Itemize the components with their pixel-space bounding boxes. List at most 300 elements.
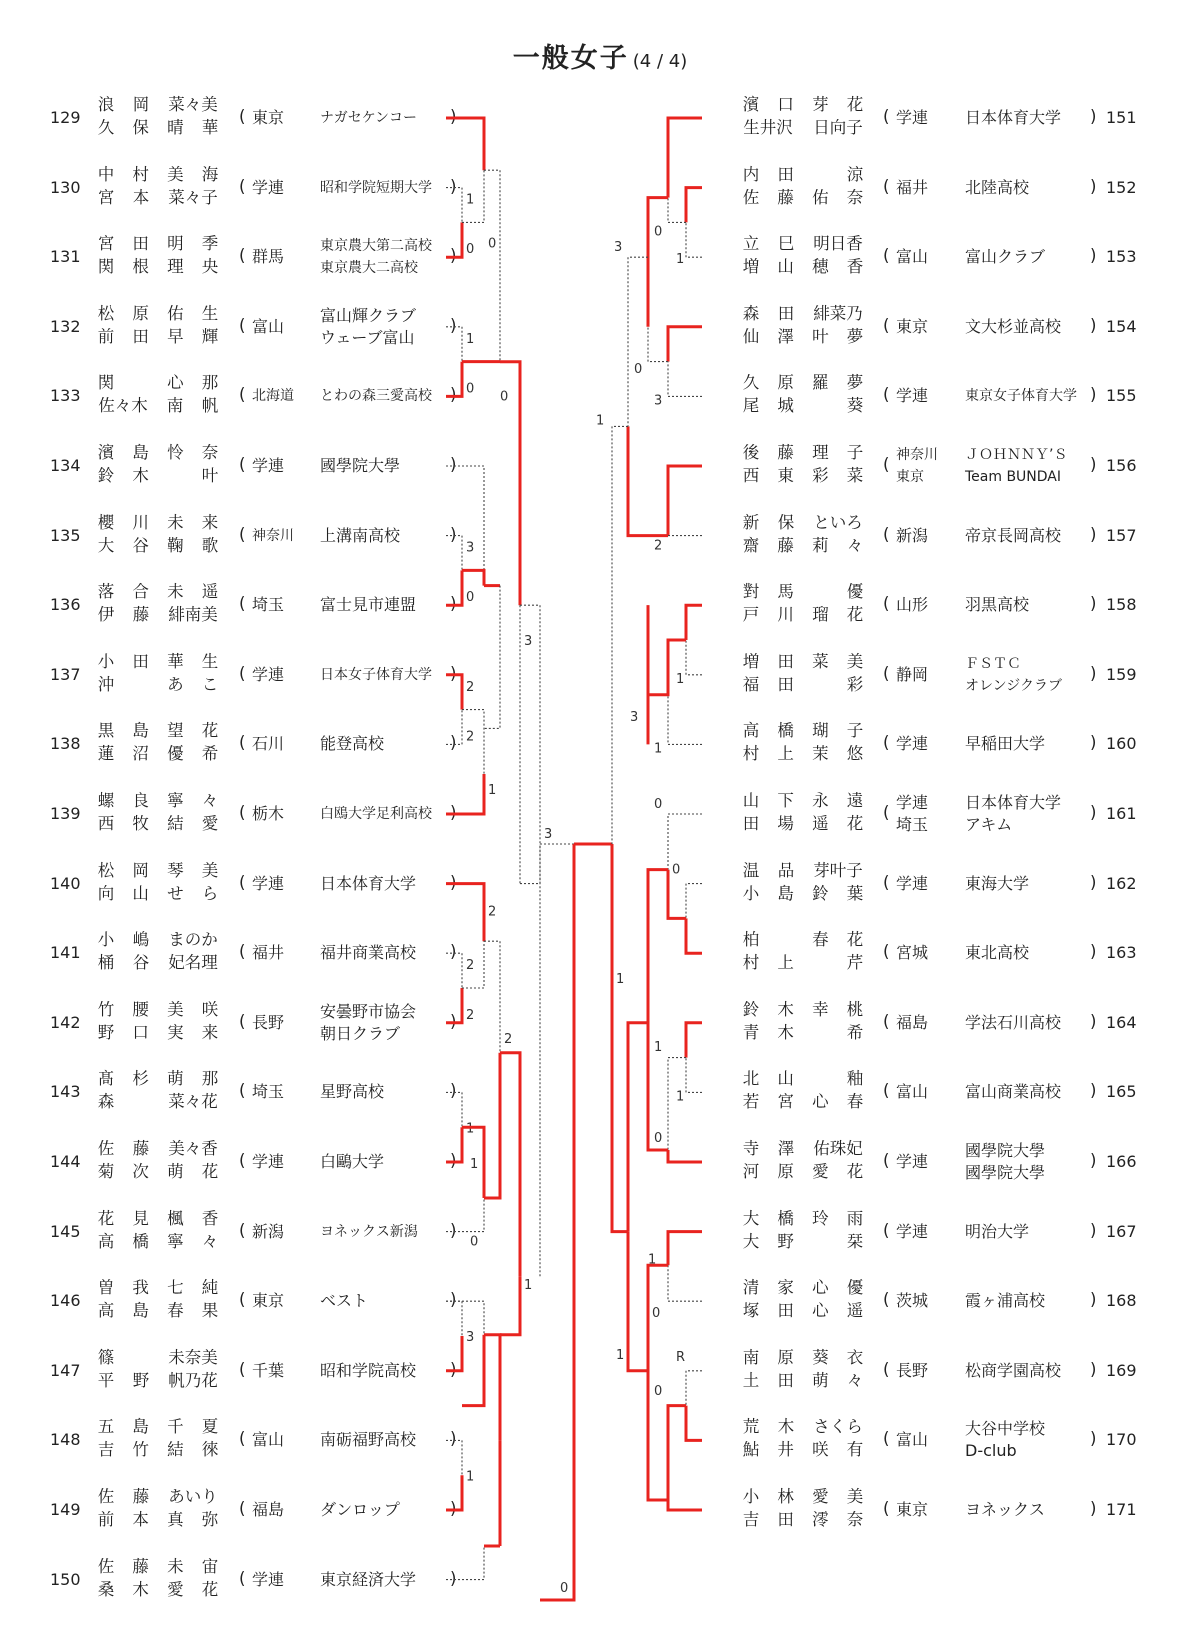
match-score: 0 bbox=[634, 361, 643, 377]
paren-close: ) bbox=[450, 1359, 457, 1379]
name-char: 生井沢 bbox=[743, 118, 793, 137]
paren-open: ( bbox=[239, 1220, 246, 1240]
region-line: 福島 bbox=[252, 1500, 285, 1519]
name-char: 前 bbox=[97, 326, 115, 346]
entry-number: 154 bbox=[1106, 316, 1137, 336]
name-char: 果 bbox=[201, 1301, 219, 1321]
region-line: 学連 bbox=[896, 1221, 929, 1241]
region-line: 学連 bbox=[252, 664, 285, 684]
name-char: 楓 bbox=[167, 1208, 184, 1228]
name-char: 嶋 bbox=[132, 930, 150, 950]
name-char: 山 bbox=[742, 791, 760, 810]
region-line: 富山 bbox=[252, 1430, 285, 1450]
paren-close: ) bbox=[1090, 246, 1097, 266]
name-char: 彩 bbox=[846, 674, 864, 694]
name-char: 葵 bbox=[812, 1347, 829, 1367]
entry-number: 164 bbox=[1106, 1012, 1137, 1032]
name-char: 栞 bbox=[846, 1231, 864, 1251]
name-char: 場 bbox=[777, 814, 794, 833]
name-char: 原 bbox=[777, 1347, 794, 1367]
name-char: 清 bbox=[742, 1278, 760, 1298]
name-char: 美々香 bbox=[168, 1139, 218, 1158]
name-char: 芽 bbox=[812, 95, 829, 114]
name-char: 藤 bbox=[132, 1556, 149, 1576]
match-score: 0 bbox=[652, 1306, 661, 1322]
name-char: 立 bbox=[742, 234, 760, 254]
name-char: 涼 bbox=[846, 164, 864, 184]
name-char: 増 bbox=[742, 257, 760, 277]
name-char: 莉 bbox=[812, 535, 829, 555]
bracket-line bbox=[628, 426, 668, 535]
name-char: 小 bbox=[97, 651, 115, 671]
name-char: 次 bbox=[132, 1162, 149, 1181]
name-char: 佐 bbox=[97, 1139, 115, 1158]
match-score: 1 bbox=[654, 741, 663, 757]
match-score: 1 bbox=[596, 413, 605, 429]
name-char: 宮 bbox=[97, 187, 115, 207]
team-line: 上溝南高校 bbox=[320, 525, 401, 545]
team-line: 明治大学 bbox=[965, 1221, 1030, 1241]
entry-number: 161 bbox=[1106, 804, 1137, 823]
region-line: 福井 bbox=[252, 943, 285, 963]
match-score: 0 bbox=[654, 797, 663, 812]
paren-close: ) bbox=[1090, 1290, 1097, 1310]
title-sub: (4 / 4) bbox=[632, 51, 688, 72]
name-char: 田 bbox=[777, 651, 794, 671]
region-line: 千葉 bbox=[252, 1360, 285, 1380]
name-char: 小 bbox=[97, 930, 115, 950]
region-line: 茨城 bbox=[896, 1291, 929, 1311]
bracket-line bbox=[446, 1301, 462, 1336]
name-char: 菜 bbox=[846, 466, 864, 485]
name-char: 高 bbox=[97, 1301, 115, 1321]
team-line: 昭和学院短期大学 bbox=[320, 179, 432, 196]
entry-number: 138 bbox=[50, 734, 81, 754]
name-char: 茉 bbox=[812, 744, 829, 764]
name-char: 花 bbox=[846, 605, 864, 625]
team-line: ウェーブ富山 bbox=[320, 327, 415, 347]
name-char: 真 bbox=[167, 1510, 184, 1529]
name-char: 歌 bbox=[201, 535, 219, 555]
team-line: 東北高校 bbox=[965, 943, 1030, 963]
name-char: 花 bbox=[846, 1162, 864, 1181]
name-char: 芽叶子 bbox=[813, 860, 863, 880]
match-score: 1 bbox=[466, 1121, 475, 1137]
name-char: 浪 bbox=[97, 95, 115, 114]
entry-number: 153 bbox=[1106, 247, 1137, 267]
entry-number: 135 bbox=[50, 525, 81, 545]
bracket-line bbox=[500, 1276, 520, 1335]
team-line: 富山商業高校 bbox=[965, 1082, 1062, 1102]
name-char: 齋 bbox=[742, 535, 760, 555]
paren-open: ( bbox=[239, 1011, 246, 1031]
region-line: 新潟 bbox=[252, 1221, 285, 1241]
region-line: 東京 bbox=[896, 316, 929, 336]
name-char: 井 bbox=[777, 1440, 794, 1460]
entry-number: 167 bbox=[1106, 1221, 1137, 1241]
name-char: 海 bbox=[201, 164, 219, 184]
paren-open: ( bbox=[239, 1568, 246, 1588]
region-line: 富山 bbox=[896, 1082, 929, 1102]
name-char: 本 bbox=[132, 1510, 149, 1529]
name-char: 美 bbox=[167, 999, 184, 1019]
name-char: 下 bbox=[777, 791, 794, 810]
region-line: 群馬 bbox=[252, 247, 285, 267]
name-char: 中 bbox=[97, 164, 115, 184]
entry-number: 152 bbox=[1106, 177, 1137, 197]
name-char: 花 bbox=[846, 95, 864, 114]
bracket-line bbox=[446, 1092, 462, 1127]
entry-number: 148 bbox=[50, 1430, 81, 1450]
name-char: 木 bbox=[777, 1022, 794, 1042]
name-char: 藤 bbox=[777, 187, 794, 207]
bracket-line bbox=[446, 774, 484, 814]
name-char: 花 bbox=[97, 1208, 115, 1228]
team-line: 早稲田大学 bbox=[965, 734, 1046, 754]
match-score: 2 bbox=[654, 538, 663, 554]
name-char: 蓮 bbox=[97, 744, 115, 764]
name-char: 藤 bbox=[132, 1487, 150, 1506]
region-line: 学連 bbox=[252, 873, 285, 893]
bracket-line bbox=[686, 640, 702, 675]
name-char: 帆乃花 bbox=[168, 1370, 218, 1390]
name-char: 大 bbox=[742, 1231, 760, 1251]
name-char: 橋 bbox=[132, 1231, 149, 1251]
region-line: 長野 bbox=[252, 1012, 285, 1032]
entry-number: 168 bbox=[1106, 1291, 1137, 1311]
name-char: 美 bbox=[201, 860, 219, 880]
paren-open: ( bbox=[239, 733, 246, 753]
match-score: 2 bbox=[466, 729, 475, 745]
name-char: 山 bbox=[777, 1069, 794, 1089]
name-char: 悠 bbox=[846, 744, 864, 764]
entry-number: 165 bbox=[1106, 1082, 1137, 1102]
name-char: 品 bbox=[777, 860, 795, 880]
paren-open: ( bbox=[239, 176, 246, 196]
paren-close: ) bbox=[450, 176, 457, 196]
bracket-line bbox=[446, 953, 462, 988]
entry-number: 141 bbox=[50, 943, 81, 963]
team-line: 昭和学院高校 bbox=[320, 1360, 417, 1380]
name-char: 戸 bbox=[742, 605, 760, 625]
bracket-line bbox=[446, 1301, 484, 1335]
match-score: 1 bbox=[524, 1278, 533, 1294]
team-line: Team BUNDAI bbox=[965, 469, 1062, 485]
paren-close: ) bbox=[1090, 1220, 1097, 1240]
paren-close: ) bbox=[1090, 107, 1097, 126]
paren-close: ) bbox=[1090, 872, 1097, 892]
team-line: 日本体育大学 bbox=[320, 873, 417, 893]
paren-open: ( bbox=[239, 1290, 246, 1310]
bracket-line bbox=[446, 118, 484, 170]
entry-number: 155 bbox=[1106, 386, 1137, 406]
entry-number: 129 bbox=[50, 108, 81, 127]
paren-open: ( bbox=[239, 315, 246, 335]
name-char: 衣 bbox=[846, 1347, 864, 1367]
paren-close: ) bbox=[450, 107, 457, 126]
name-char: 萌 bbox=[167, 1069, 184, 1089]
name-char: 牧 bbox=[132, 814, 149, 833]
name-char: 佐 bbox=[742, 187, 760, 207]
team-line: D-club bbox=[965, 1441, 1017, 1461]
paren-open: ( bbox=[239, 942, 246, 962]
name-char: 村 bbox=[742, 953, 760, 973]
name-char: 々 bbox=[201, 791, 219, 810]
team-line: 東京女子体育大学 bbox=[965, 388, 1077, 405]
entry-number: 149 bbox=[50, 1500, 81, 1519]
paren-close: ) bbox=[450, 1429, 457, 1449]
match-score: 0 bbox=[500, 389, 509, 405]
name-char: 島 bbox=[132, 721, 149, 741]
name-char: 望 bbox=[167, 721, 184, 741]
team-line: 北陸高校 bbox=[965, 177, 1030, 197]
paren-close: ) bbox=[1090, 1011, 1097, 1031]
name-char: 心 bbox=[167, 373, 184, 393]
name-char: 萌 bbox=[167, 1162, 184, 1181]
bracket-line bbox=[668, 362, 702, 397]
name-char: さくら bbox=[813, 1417, 863, 1437]
name-char: 島 bbox=[132, 1301, 149, 1321]
bracket-line bbox=[668, 1150, 702, 1162]
name-char: 巳 bbox=[777, 234, 795, 254]
name-char: 櫻 bbox=[97, 512, 115, 532]
paren-close: ) bbox=[1090, 315, 1097, 335]
match-score: 0 bbox=[560, 1581, 569, 1596]
name-char: 保 bbox=[132, 118, 149, 137]
name-char: 森 bbox=[742, 303, 760, 323]
name-char: 河 bbox=[742, 1162, 760, 1181]
name-char: 奈 bbox=[201, 443, 219, 462]
match-score: 3 bbox=[544, 827, 553, 842]
bracket-line bbox=[446, 327, 462, 362]
match-score: 0 bbox=[654, 1131, 663, 1146]
bracket-line bbox=[686, 222, 702, 257]
paren-open: ( bbox=[883, 176, 890, 196]
bracket-line bbox=[446, 466, 484, 586]
bracket-line bbox=[462, 570, 484, 585]
bracket-line bbox=[648, 870, 668, 1150]
entry-number: 151 bbox=[1106, 108, 1137, 127]
name-char: 保 bbox=[777, 512, 795, 532]
name-char: 愛 bbox=[812, 1487, 829, 1506]
name-char: 愛 bbox=[167, 1579, 184, 1599]
match-score: 1 bbox=[466, 331, 475, 347]
paren-open: ( bbox=[883, 385, 890, 405]
name-char: 藤 bbox=[777, 443, 794, 462]
paren-open: ( bbox=[883, 1151, 890, 1170]
name-char: 橋 bbox=[777, 1208, 794, 1228]
region-line: 学連 bbox=[252, 456, 285, 475]
paren-open: ( bbox=[239, 872, 246, 892]
bracket-line bbox=[446, 988, 462, 1023]
name-char: 宮 bbox=[97, 234, 115, 254]
name-char: 橋 bbox=[777, 721, 794, 741]
paren-open: ( bbox=[239, 246, 246, 266]
name-char: 夢 bbox=[846, 326, 864, 346]
name-char: 香 bbox=[201, 1208, 219, 1228]
region-line: 学連 bbox=[252, 1569, 285, 1589]
bracket-line bbox=[628, 257, 648, 426]
name-char: 季 bbox=[201, 234, 219, 254]
name-char: 遥 bbox=[201, 582, 219, 602]
name-char: 鈴 bbox=[742, 999, 760, 1019]
name-char: 五 bbox=[97, 1417, 115, 1437]
name-char: 島 bbox=[132, 1417, 149, 1437]
bracket-line bbox=[484, 941, 500, 1053]
name-char: こ bbox=[201, 674, 219, 694]
name-char: 羅 bbox=[812, 373, 829, 393]
name-char: 尾 bbox=[742, 396, 760, 416]
entry-number: 134 bbox=[50, 456, 81, 475]
name-char: 後 bbox=[742, 443, 760, 462]
team-line: 学法石川高校 bbox=[965, 1012, 1062, 1032]
name-char: 城 bbox=[777, 396, 794, 416]
name-char: 鞠 bbox=[167, 535, 184, 555]
entry-number: 160 bbox=[1106, 734, 1137, 754]
name-char: 穂 bbox=[812, 257, 829, 277]
name-char: 藤 bbox=[132, 605, 150, 625]
entry-number: 166 bbox=[1106, 1152, 1137, 1171]
name-char: 青 bbox=[742, 1022, 760, 1042]
name-char: 久 bbox=[742, 373, 760, 393]
name-char: 野 bbox=[132, 1370, 150, 1390]
match-score: 2 bbox=[466, 679, 475, 695]
paren-close: ) bbox=[1090, 594, 1097, 614]
name-char: 新 bbox=[742, 512, 760, 532]
name-char: 美 bbox=[846, 651, 864, 671]
name-char: 柏 bbox=[742, 930, 760, 950]
name-char: 佑珠妃 bbox=[813, 1139, 863, 1158]
name-char: 優 bbox=[167, 744, 184, 764]
match-score: 2 bbox=[504, 1031, 513, 1047]
paren-open: ( bbox=[883, 663, 890, 683]
name-char: 琴 bbox=[167, 860, 184, 880]
entry-number: 131 bbox=[50, 247, 81, 267]
name-char: 螺 bbox=[97, 791, 115, 810]
region-line: 富山 bbox=[896, 247, 929, 267]
paren-close: ) bbox=[1090, 455, 1097, 474]
paren-open: ( bbox=[883, 1429, 890, 1449]
paren-close: ) bbox=[450, 663, 457, 683]
name-char: 彩 bbox=[812, 466, 829, 485]
name-char: 大 bbox=[742, 1208, 760, 1228]
bracket-line bbox=[648, 198, 668, 327]
team-line: ＪＯＨＮＮＹ’Ｓ bbox=[965, 447, 1068, 463]
name-char: 佐 bbox=[97, 1556, 115, 1576]
team-line: 東海大学 bbox=[965, 873, 1030, 893]
name-char: 美 bbox=[167, 164, 184, 184]
region-line: 学連 bbox=[896, 386, 929, 406]
name-char: 釉 bbox=[846, 1069, 864, 1089]
paren-open: ( bbox=[239, 1429, 246, 1449]
name-char: 実 bbox=[167, 1022, 184, 1042]
region-line: 福島 bbox=[896, 1012, 929, 1032]
bracket-line bbox=[446, 1127, 462, 1162]
name-char: 寧 bbox=[167, 1231, 184, 1251]
name-char: 萌 bbox=[812, 1370, 829, 1390]
name-char: 生 bbox=[201, 303, 219, 323]
name-char: 明日香 bbox=[813, 234, 863, 254]
name-char: 田 bbox=[777, 674, 794, 694]
match-score: 3 bbox=[466, 1330, 475, 1346]
name-char: 叶 bbox=[201, 466, 219, 485]
name-char: 寧 bbox=[167, 791, 184, 810]
region-line: 学連 bbox=[896, 873, 929, 893]
name-char: 咲 bbox=[812, 1440, 829, 1460]
name-char: 北 bbox=[742, 1069, 760, 1089]
name-char: 佐 bbox=[97, 1487, 115, 1506]
name-char: 竹 bbox=[97, 999, 115, 1019]
name-char: 伊 bbox=[97, 605, 115, 625]
name-char: 田 bbox=[132, 651, 149, 671]
name-char: 瑠 bbox=[812, 605, 829, 625]
team-line: オレンジクラブ bbox=[965, 677, 1063, 694]
name-char: 子 bbox=[846, 443, 864, 462]
paren-open: ( bbox=[239, 107, 246, 126]
name-char: 菜々花 bbox=[168, 1092, 218, 1112]
name-char: 馬 bbox=[777, 582, 794, 602]
bracket-line bbox=[628, 1023, 648, 1232]
region-line: 神奈川 bbox=[896, 447, 938, 463]
name-char: 岡 bbox=[132, 860, 149, 880]
match-score: 0 bbox=[488, 236, 497, 252]
name-char: 佑 bbox=[812, 187, 829, 207]
bracket-line bbox=[686, 605, 702, 640]
bracket-line bbox=[446, 1475, 462, 1510]
entry-number: 157 bbox=[1106, 525, 1137, 545]
team-line: アキム bbox=[965, 815, 1013, 834]
match-score: 2 bbox=[466, 958, 475, 974]
bracket-line bbox=[668, 1232, 702, 1266]
bracket-line bbox=[668, 118, 702, 198]
name-char: 優 bbox=[846, 1278, 864, 1298]
paren-close: ) bbox=[450, 594, 457, 614]
name-char: 久 bbox=[97, 118, 115, 137]
paren-open: ( bbox=[239, 1359, 246, 1379]
region-line: 埼玉 bbox=[896, 815, 929, 834]
name-char: 土 bbox=[742, 1370, 760, 1390]
region-line: 東京 bbox=[252, 1291, 285, 1311]
name-char: 桃 bbox=[846, 999, 864, 1019]
name-char: 希 bbox=[201, 744, 219, 764]
bracket-line bbox=[520, 844, 540, 884]
team-line: 富山クラブ bbox=[965, 247, 1046, 267]
name-char: 美 bbox=[846, 1487, 864, 1506]
region-line: 栃木 bbox=[252, 804, 285, 823]
name-char: 原 bbox=[777, 373, 794, 393]
name-char: 上 bbox=[777, 744, 794, 764]
name-char: 鈴 bbox=[812, 883, 829, 903]
team-line: 南砺福野高校 bbox=[320, 1430, 417, 1450]
paren-close: ) bbox=[450, 1011, 457, 1031]
region-line: 学連 bbox=[896, 793, 929, 812]
entry-number: 132 bbox=[50, 316, 81, 336]
name-char: 福 bbox=[742, 674, 760, 694]
bracket-line bbox=[446, 570, 462, 605]
name-char: 荒 bbox=[742, 1417, 760, 1437]
name-char: 黒 bbox=[97, 721, 115, 741]
region-line: 石川 bbox=[252, 734, 285, 754]
bracket-line bbox=[668, 198, 686, 223]
bracket-line bbox=[668, 466, 702, 536]
name-char: 松 bbox=[97, 303, 115, 323]
paren-open: ( bbox=[883, 803, 890, 822]
name-char: 前 bbox=[97, 1510, 115, 1529]
name-char: 春 bbox=[846, 1092, 864, 1112]
name-char: 塚 bbox=[742, 1301, 760, 1321]
name-char: 上 bbox=[777, 953, 794, 973]
name-char: 竹 bbox=[132, 1440, 149, 1460]
